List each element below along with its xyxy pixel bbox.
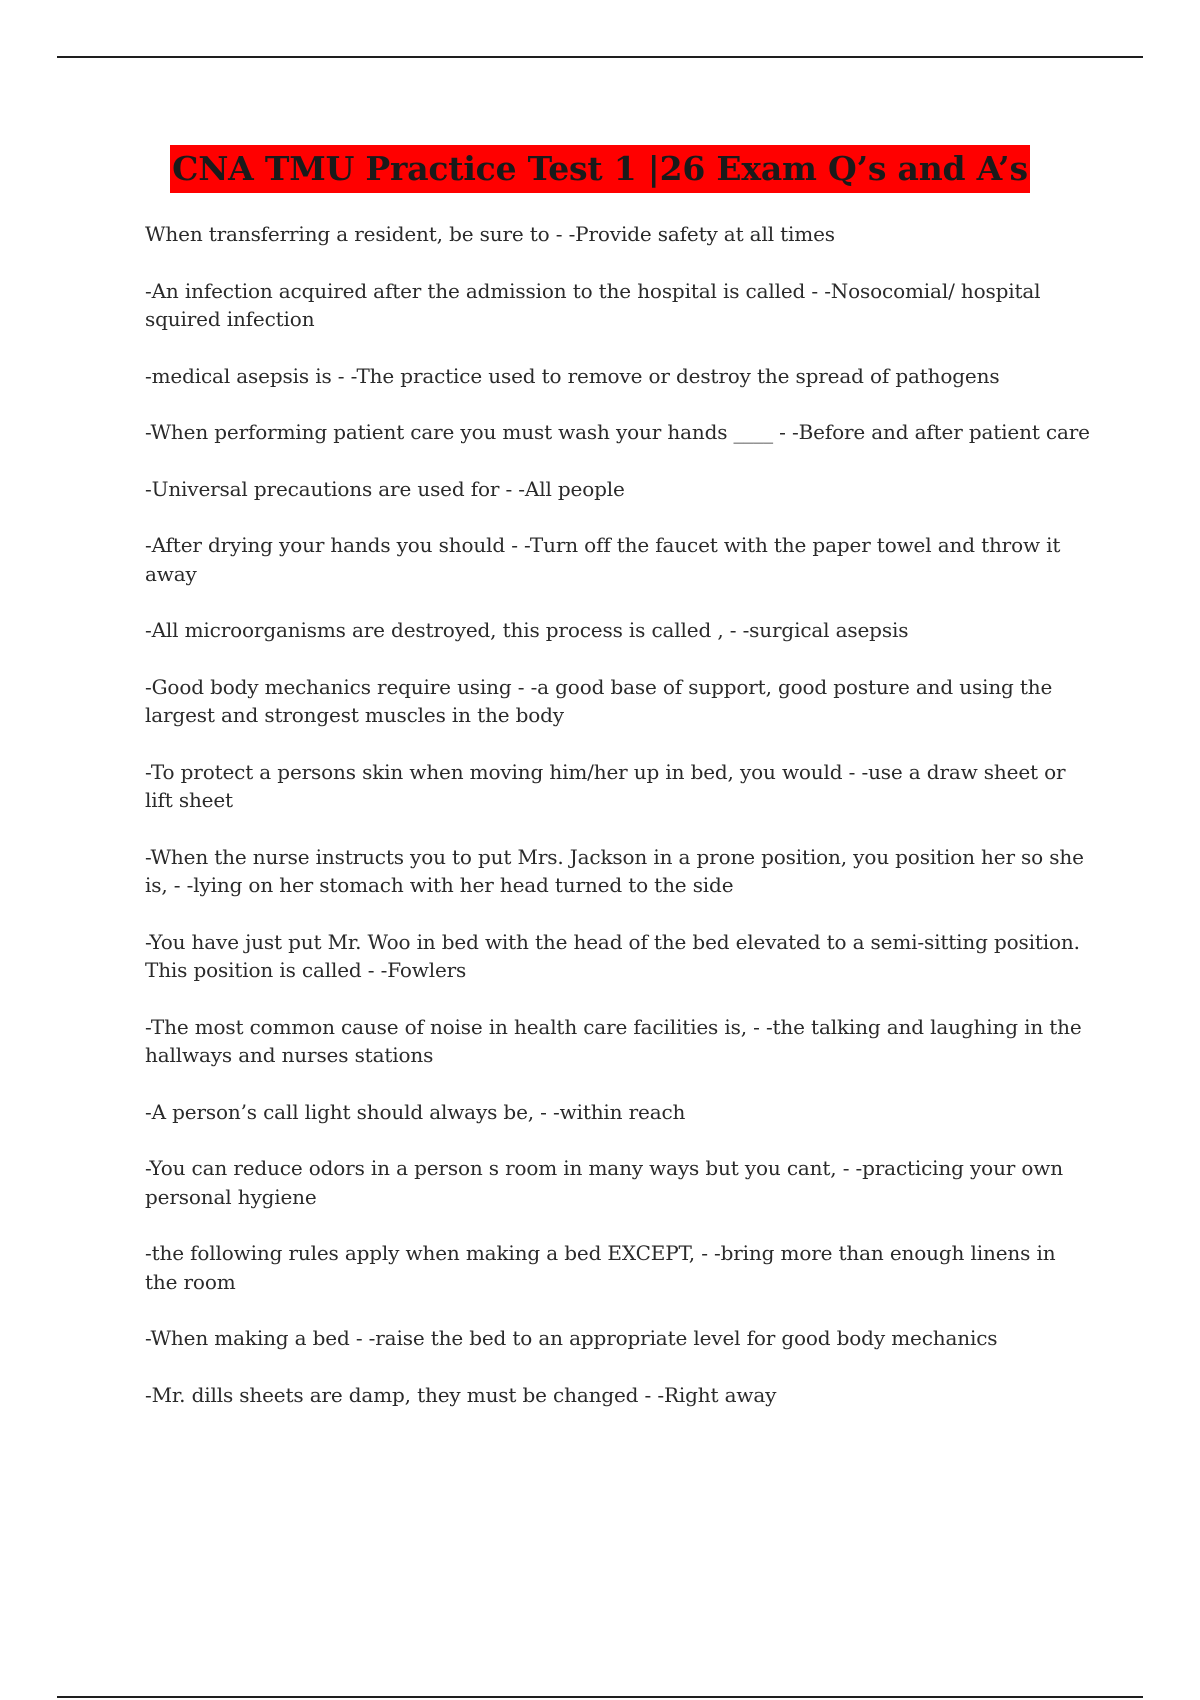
qa-item: -All microorganisms are destroyed, this process is called , - -surgical asepsis [145,618,909,642]
qa-item: -Mr. dills sheets are damp, they must be changed - -Right away [145,1382,777,1407]
qa-item: -To protect a persons skin when moving him/her up in bed, you would - -use a draw sheet or lift sheet [145,759,1066,812]
qa-item: -When performing patient care you must wash your hands ____ - -Before and after patient care [145,420,1090,444]
qa-item: -medical asepsis is - -The practice used to remove or destroy the spread of pathogens [145,363,1000,388]
qa-item: -The most common cause of noise in health care facilities is, - -the talking and laughing in the hallways and nurses stations [145,1014,1082,1067]
qa-item: When transferring a resident, be sure to - -Provide safety at all times [145,222,835,246]
title-container [0,145,1200,193]
qa-item: -the following rules apply when making a bed EXCEPT, - -bring more than enough linens in the room [145,1241,1056,1294]
qa-item: -Good body mechanics require using - -a good base of support, good posture and using the largest and strongest muscles in the body [145,674,1053,727]
qa-item: -A person’s call light should always be, - -within reach [145,1099,686,1124]
qa-item: -Universal precautions are used for - -All people [145,476,625,501]
qa-item: -When the nurse instructs you to put Mrs. Jackson in a prone position, you position her so she is, - -lying on her stomach with her head turned to the side [145,844,1084,897]
qa-item: -You can reduce odors in a person s room in many ways but you cant, - -practicing your own personal hygiene [145,1156,1064,1209]
footer-rule [57,1696,1143,1698]
qa-item: -When making a bed - -raise the bed to an appropriate level for good body mechanics [145,1326,998,1350]
qa-item: -After drying your hands you should - -Turn off the faucet with the paper towel and throw it away [145,533,1061,586]
qa-item: -You have just put Mr. Woo in bed with the head of the bed elevated to a semi-sitting position. This position is called - -Fowlers [145,929,1080,982]
header-rule [57,56,1143,58]
qa-list [145,220,1090,1437]
document-title: CNA TMU Practice Test 1 |26 Exam Q’s and A’s [170,145,1030,193]
qa-item: -An infection acquired after the admission to the hospital is called - -Nosocomial/ hospital squired infection [145,278,1041,331]
